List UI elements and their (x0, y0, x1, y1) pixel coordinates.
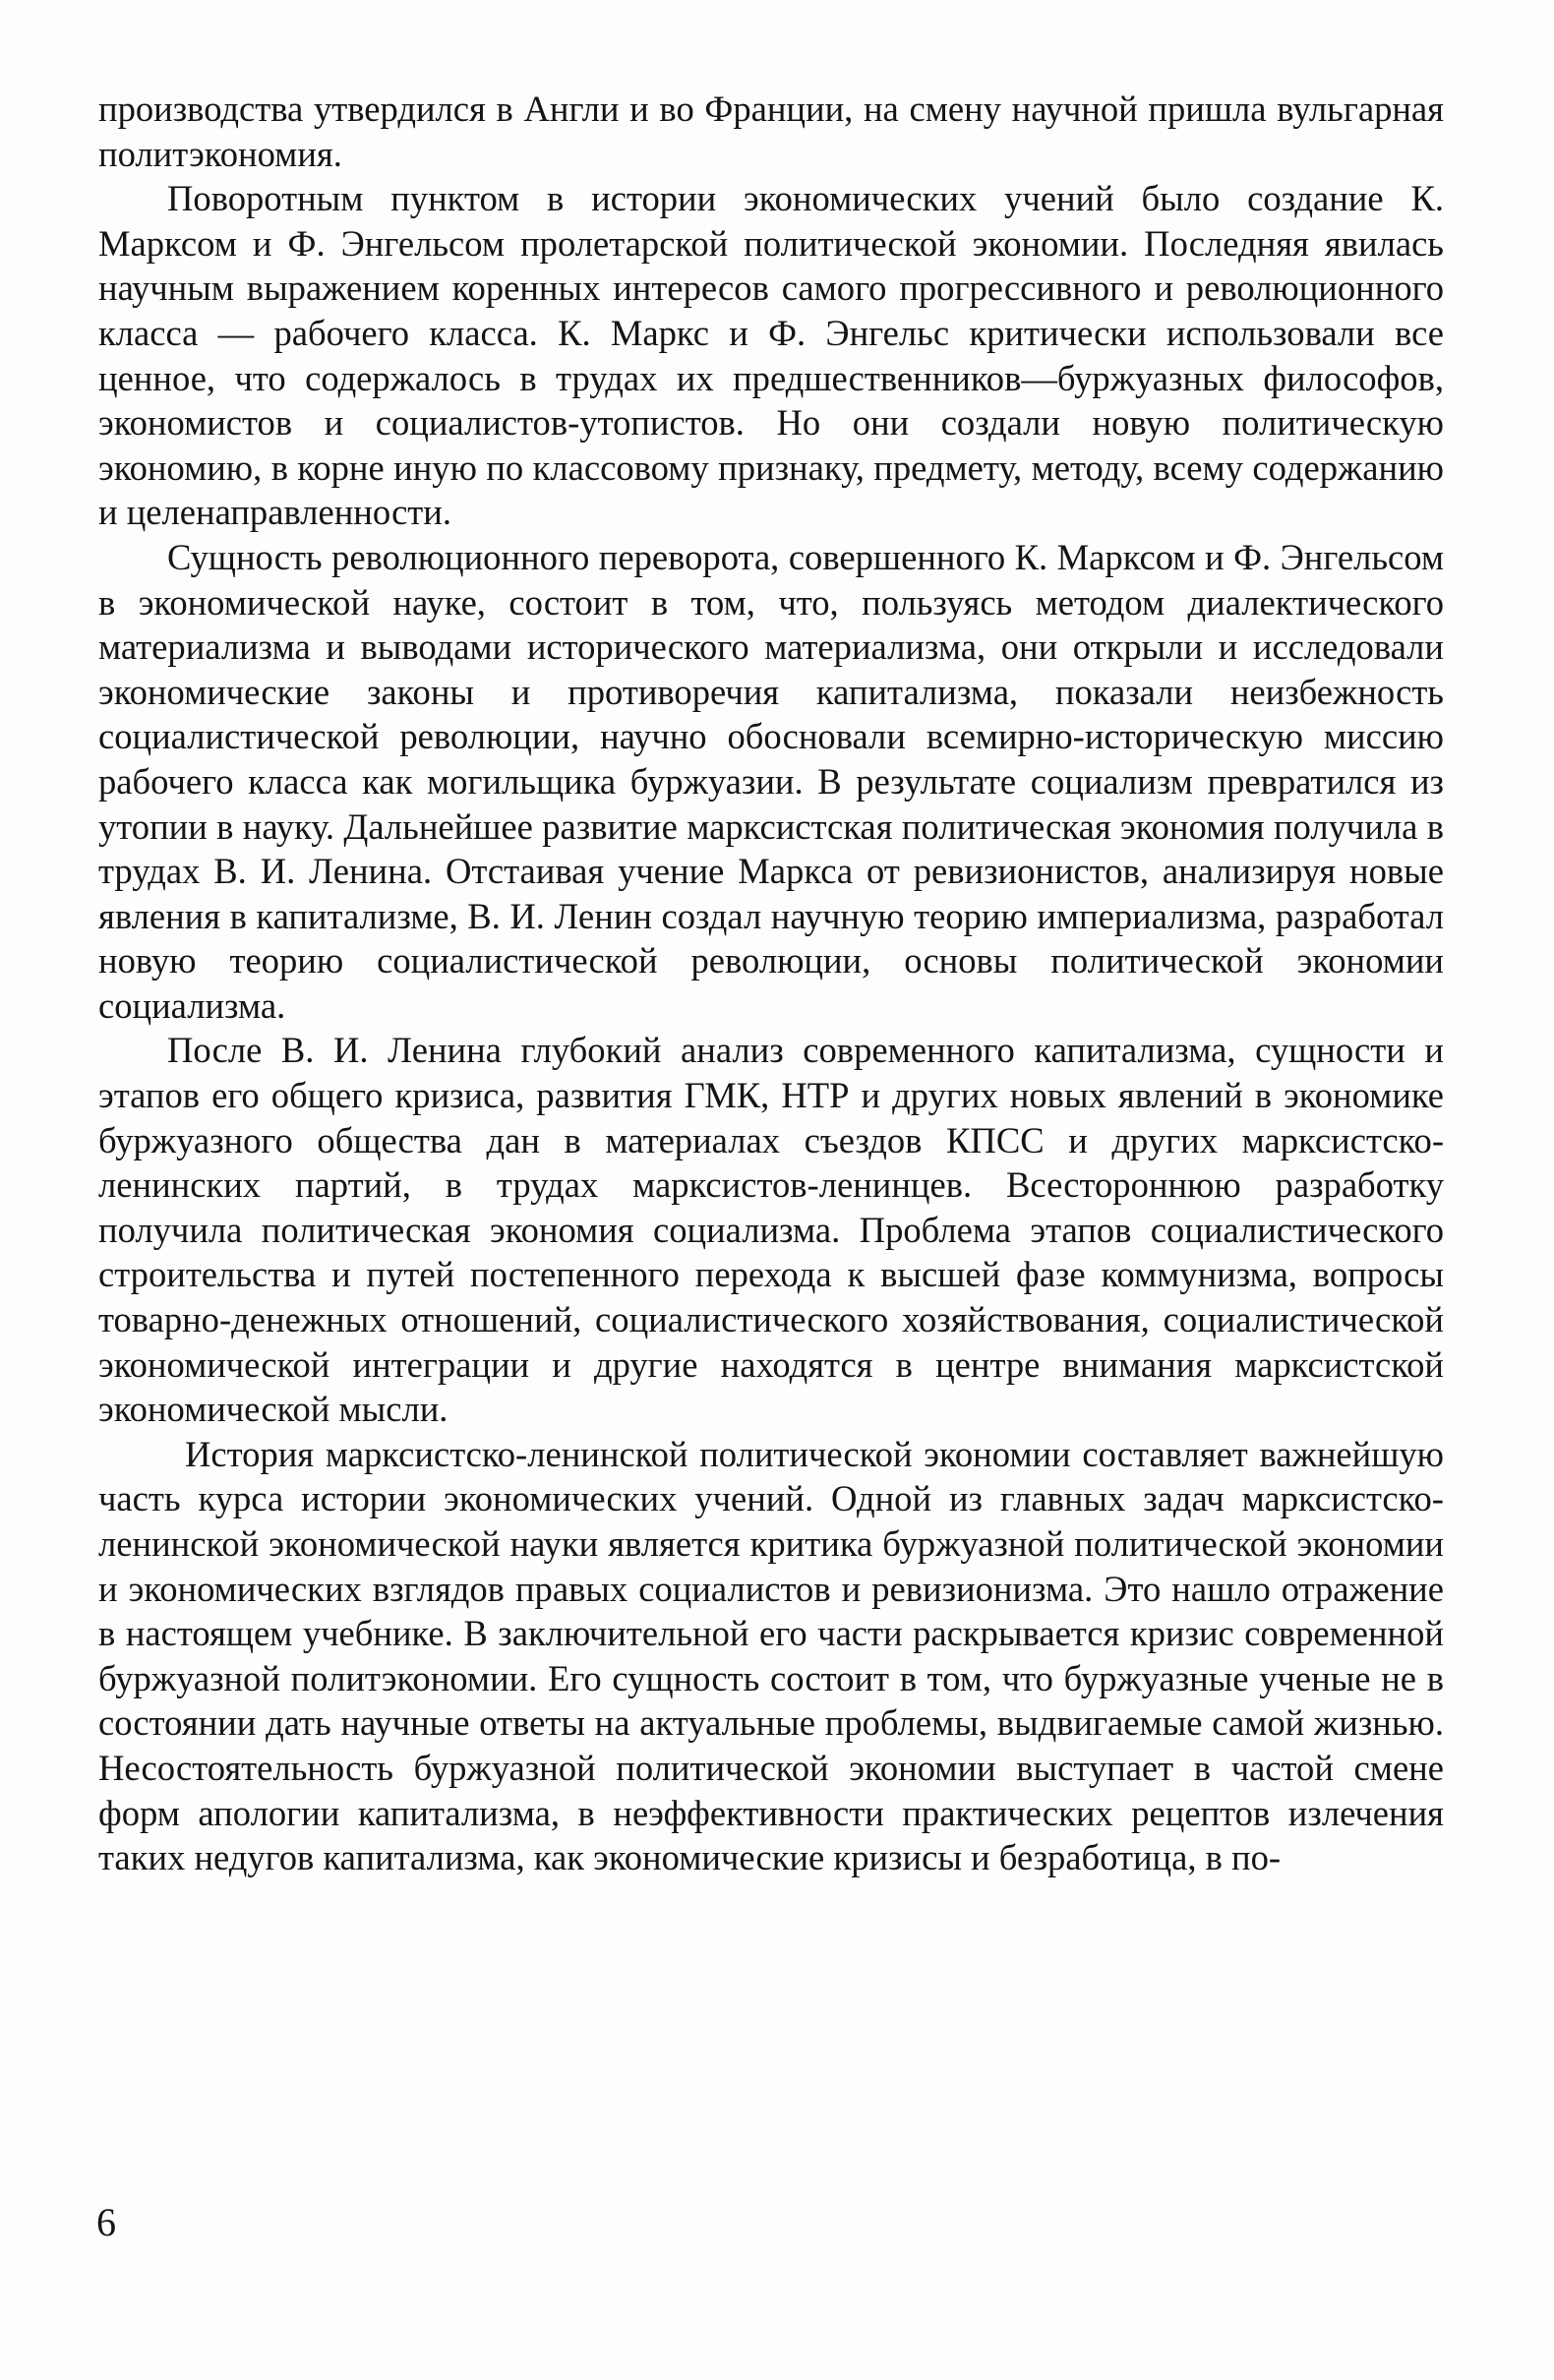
paragraph-history-course: История марксистско-ленинской политической экономии составляет важнейшую часть курса истории экономических учений. Одной из главных задач марксистско-ленинской экономической науки является критика буржуазной политической экономии и экономических взглядов правых социалистов и ревизионизма. Это нашло отражение в настоящем учебнике. В заключительной его части раскрывается кризис современной буржуазной политэкономии. Его сущность состоит в том, что буржуазные ученые не в состоянии дать научные ответы на актуальные проблемы, выдвигаемые самой жизнью. Несостоятельность буржуазной политической экономии выступает в частой смене форм апологии капитализма, в неэффективности практических рецептов излечения таких недугов капитализма, как экономические кризисы и безработица, в по- (98, 1433, 1444, 1878)
paragraph-turning-point: Поворотным пунктом в истории экономических учений было создание К. Марксом и Ф. Энгельсом пролетарской политической экономии. Последняя явилась научным выражением коренных интересов самого прогрессивного и революционного класса — рабочего класса. К. Маркс и Ф. Энгельс критически использовали все ценное, что содержалось в трудах их предшественников—буржуазных философов, экономистов и социалистов-утопистов. Но они создали новую политическую экономию, в корне иную по классовому признаку, предмету, методу, всему содержанию и целенаправленности. (98, 178, 1444, 533)
page-number: 6 (96, 2200, 116, 2244)
paragraph-revolution-essence: Сущность революционного переворота, совершенного К. Марксом и Ф. Энгельсом в экономической науке, состоит в том, что, пользуясь методом диалектического материализма и выводами исторического материализма, они открыли и исследовали экономические законы и противоречия капитализма, показали неизбежность социалистической революции, научно обосновали всемирно-историческую миссию рабочего класса как могильщика буржуазии. В результате социализм превратился из утопии в науку. Дальнейшее развитие марксистская политическая экономия получила в трудах В. И. Ленина. Отстаивая учение Маркса от ревизионистов, анализируя новые явления в капитализме, В. И. Ленин создал научную теорию империализма, разработал новую теорию социалистической революции, основы политической экономии социализма. (98, 536, 1444, 1026)
body-text (98, 87, 1444, 1880)
paragraph-after-lenin: После В. И. Ленина глубокий анализ современного капитализма, сущности и этапов его общего кризиса, развития ГМК, НТР и других новых явлений в экономике буржуазного общества дан в материалах съездов КПСС и других марксистско-ленинских партий, в трудах марксистов-ленинцев. Всестороннюю разработку получила политическая экономия социализма. Проблема этапов социалистического строительства и путей постепенного перехода к высшей фазе коммунизма, вопросы товарно-денежных отношений, социалистического хозяйствования, социалистической экономической интеграции и другие находятся в центре внимания марксистской экономической мысли. (98, 1030, 1444, 1430)
paragraph-continuation: производства утвердился в Англи и во Франции, на смену научной пришла вульгарная политэкономия. (98, 89, 1444, 174)
